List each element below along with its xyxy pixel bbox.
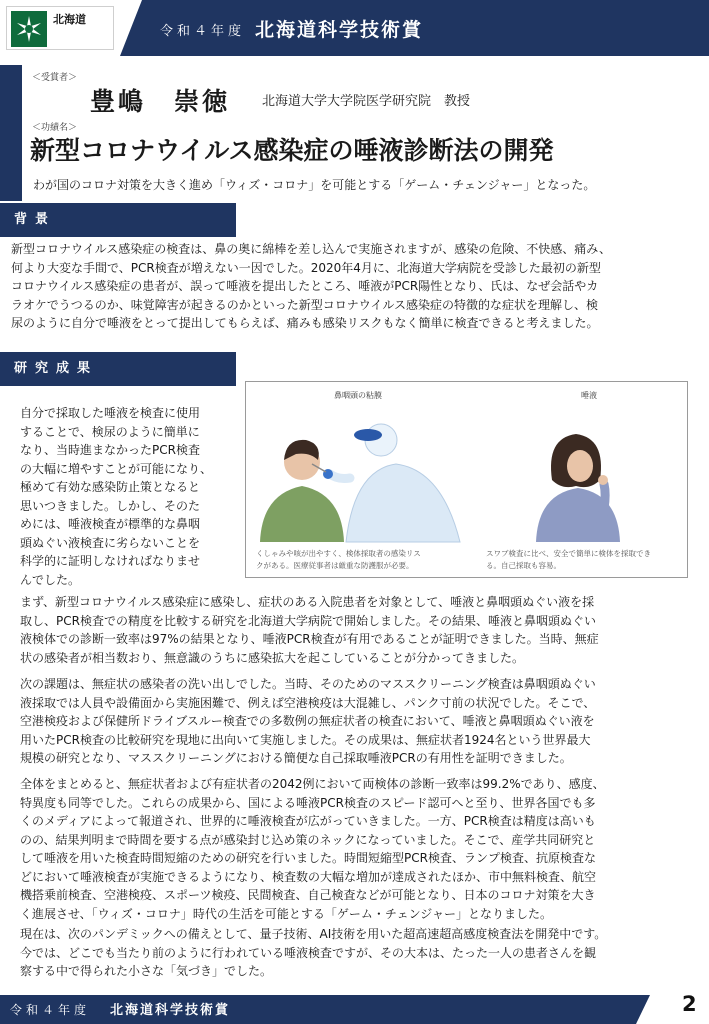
paragraph-line: 尿のように自分で唾液をとって提出してもらえば、痛みも感染リスクもなく簡単に検査できると考えました。 [11,316,599,330]
paragraph-line: 新型コロナウイルス感染症の検査は、鼻の奥に綿棒を差し込んで実施されますが、感染の危険、不快感、痛み、 [11,242,612,256]
results-paragraph-3 [20,775,688,923]
saliva-vs-swab-figure [245,381,688,578]
figure-left-caption [256,548,466,572]
footer-banner [0,995,650,1024]
results-paragraph-2 [20,675,688,768]
paragraph-line: 現在は、次のパンデミックへの備えとして、量子技術、AI技術を用いた超高速超高感度検査法を開発中です。 [20,927,607,941]
footer-award-name: 北海道科学技術賞 [110,1003,231,1018]
paragraph-line: 取し、PCR検査での精度を比較する研究を北海道大学病院で開始しました。その結果、唾液と鼻咽頭ぬぐい [20,613,596,628]
paragraph-line: 思いつきました。しかし、そのた [20,498,201,513]
results-heading: 研究成果 [0,352,236,386]
achievement-tag: ＜功績名＞ [32,123,78,133]
paragraph-line: 全体をまとめると、無症状者および有症状者の2042例において両検体の診断一致率は99.2%であり、感度、 [20,777,605,791]
logo-text: 北海道 [53,13,86,26]
figure-right-caption [486,548,686,572]
recipient-tag: ＜受賞者＞ [32,73,78,83]
results-paragraph-4 [20,925,688,981]
recipient-affiliation: 北海道大学大学院医学研究院 教授 [262,94,471,109]
figure-right-caption-line: る。自己採取も容易。 [486,561,561,570]
woman-illustration [536,434,620,542]
figure-left-label: 鼻咽頭の粘膜 [334,391,382,400]
paragraph-line: のの、結果判明まで時間を要する点が感染封じ込め策のネックになっていました。そこで、産学共同研究と [20,832,596,847]
page-header [0,0,709,56]
paragraph-line: の大幅に増やすことが可能になり、 [20,461,213,476]
paragraph-line: 液検体での診断一致率は97%の結果となり、唾液PCR検査が有用であることが証明できました。当時、無症 [20,632,599,646]
paragraph-line: 特異度も同等でした。これらの成果から、国による唾液PCR検査のスピード認可へと至り、世界各国でも多 [20,795,596,810]
paragraph-line: く進展させ、「ウィズ・コロナ」時代の生活を可能とする「ゲーム・チェンジャー」となりました。 [20,906,553,921]
award-year: 令和４年度 [160,24,246,39]
paragraph-line: 今では、どこでも当たり前のように行われている唾液検査ですが、その大本は、たった一人の患者さんを観 [20,945,597,960]
patient-illustration [260,440,344,542]
paragraph-line: んでした。 [20,572,81,587]
background-paragraph [11,240,701,333]
paragraph-line: 用いたPCR検査の比較研究を現地に出向いて実施しました。その成果は、無症状者1924名という世界最大 [20,732,591,747]
paragraph-line: 状の感染者が相当数おり、無意識のうちに感染拡大を起こしていることが分かってきました。 [20,650,525,665]
figure-right-caption-line: スワブ検査に比べ、安全で簡単に検体を採取でき [486,549,651,558]
figure-left-caption-line: くしゃみや咳が出やすく、検体採取者の感染リス [256,549,421,558]
background-heading: 背景 [0,203,236,237]
paragraph-line: ラオケでうつるのか、味覚障害が起きるのかといった新型コロナウイルス感染症の特徴的な症状を理解し、検 [11,297,599,312]
footer-award-year: 令和４年度 [10,1003,91,1017]
achievement-subtitle: わが国のコロナ対策を大きく進め「ウィズ・コロナ」を可能とする「ゲーム・チェンジャー」となった。 [33,178,596,192]
left-accent-strip [0,65,22,201]
paragraph-line: コロナウイルス感染症の患者が、誤って唾液を提出したところ、唾液がPCR陽性となり、氏は、なぜ会話やカ [11,279,599,293]
recipient-name: 豊嶋 崇徳 [90,87,231,116]
paragraph-line: まず、新型コロナウイルス感染症に感染し、症状のある入院患者を対象として、唾液と鼻咽頭ぬぐい液を採 [20,595,595,609]
results-paragraph-1 [20,593,688,667]
figure-illustration [246,382,687,547]
page-number: 2 [682,992,697,1016]
paragraph-line: 次の課題は、無症状の感染者の洗い出しでした。当時、そのためのマススクリーニング検査は鼻咽頭ぬぐい [20,677,596,691]
paragraph-line: 頭ぬぐい液検査に劣らないことを [20,535,201,550]
figure-right-label: 唾液 [581,391,597,400]
paragraph-line: 規模の研究となり、マススクリーニングにおける簡便な自己採取唾液PCRの有用性を証明できました。 [20,751,572,765]
paragraph-line: することで、検尿のように簡単に [20,424,200,439]
paragraph-line: 察する中で得られた小さな「気づき」でした。 [20,964,273,978]
results-intro-paragraph [20,404,242,589]
paragraph-line: なり、当時進まなかったPCR検査 [20,443,200,457]
paragraph-line: 極めて有効な感染防止策となると [20,480,201,494]
paragraph-line: めには、唾液検査が標準的な鼻咽 [20,517,201,531]
paragraph-line: 何より大変な手間で、PCR検査が増えない一因でした。2020年4月に、北海道大学病院を受診した最初の新型 [11,260,601,275]
achievement-title: 新型コロナウイルス感染症の唾液診断法の開発 [30,136,554,165]
hokkaido-emblem-icon [11,11,47,47]
paragraph-line: どにおいて唾液検査が実施できるようになり、検査数の大幅な増加が達成されたほか、市中無料検査、航空 [20,869,597,884]
hokkaido-logo [6,6,114,50]
figure-left-caption-line: クがある。医療従事者は厳重な防護服が必要。 [256,561,414,570]
paragraph-line: 機搭乗前検査、空港検疫、スポーツ検疫、民間検査、自己検査などが可能となり、日本のコロナ対策を大き [20,888,596,902]
paragraph-line: 液採取では人員や設備面から実施困難で、例えば空港検疫は大混雑し、パンク寸前の状況でした。そこで、 [20,695,596,710]
paragraph-line: 自分で採取した唾液を検査に使用 [20,406,201,420]
award-name: 北海道科学技術賞 [255,19,424,41]
paragraph-line: くのメディアによって報道され、世界的に唾液検査が広がっていきました。一方、PCR検査は精度は高いも [20,814,596,828]
paragraph-line: 空港検疫および保健所ドライブスルー検査での多数例の無症状者の検査において、唾液と鼻咽頭ぬぐい液を [20,714,595,728]
paragraph-line: 科学的に証明しなければなりませ [20,554,201,568]
paragraph-line: して唾液を用いた検査時間短縮のための研究を行いました。時間短縮型PCR検査、ランプ検査、抗原検査な [20,851,596,865]
